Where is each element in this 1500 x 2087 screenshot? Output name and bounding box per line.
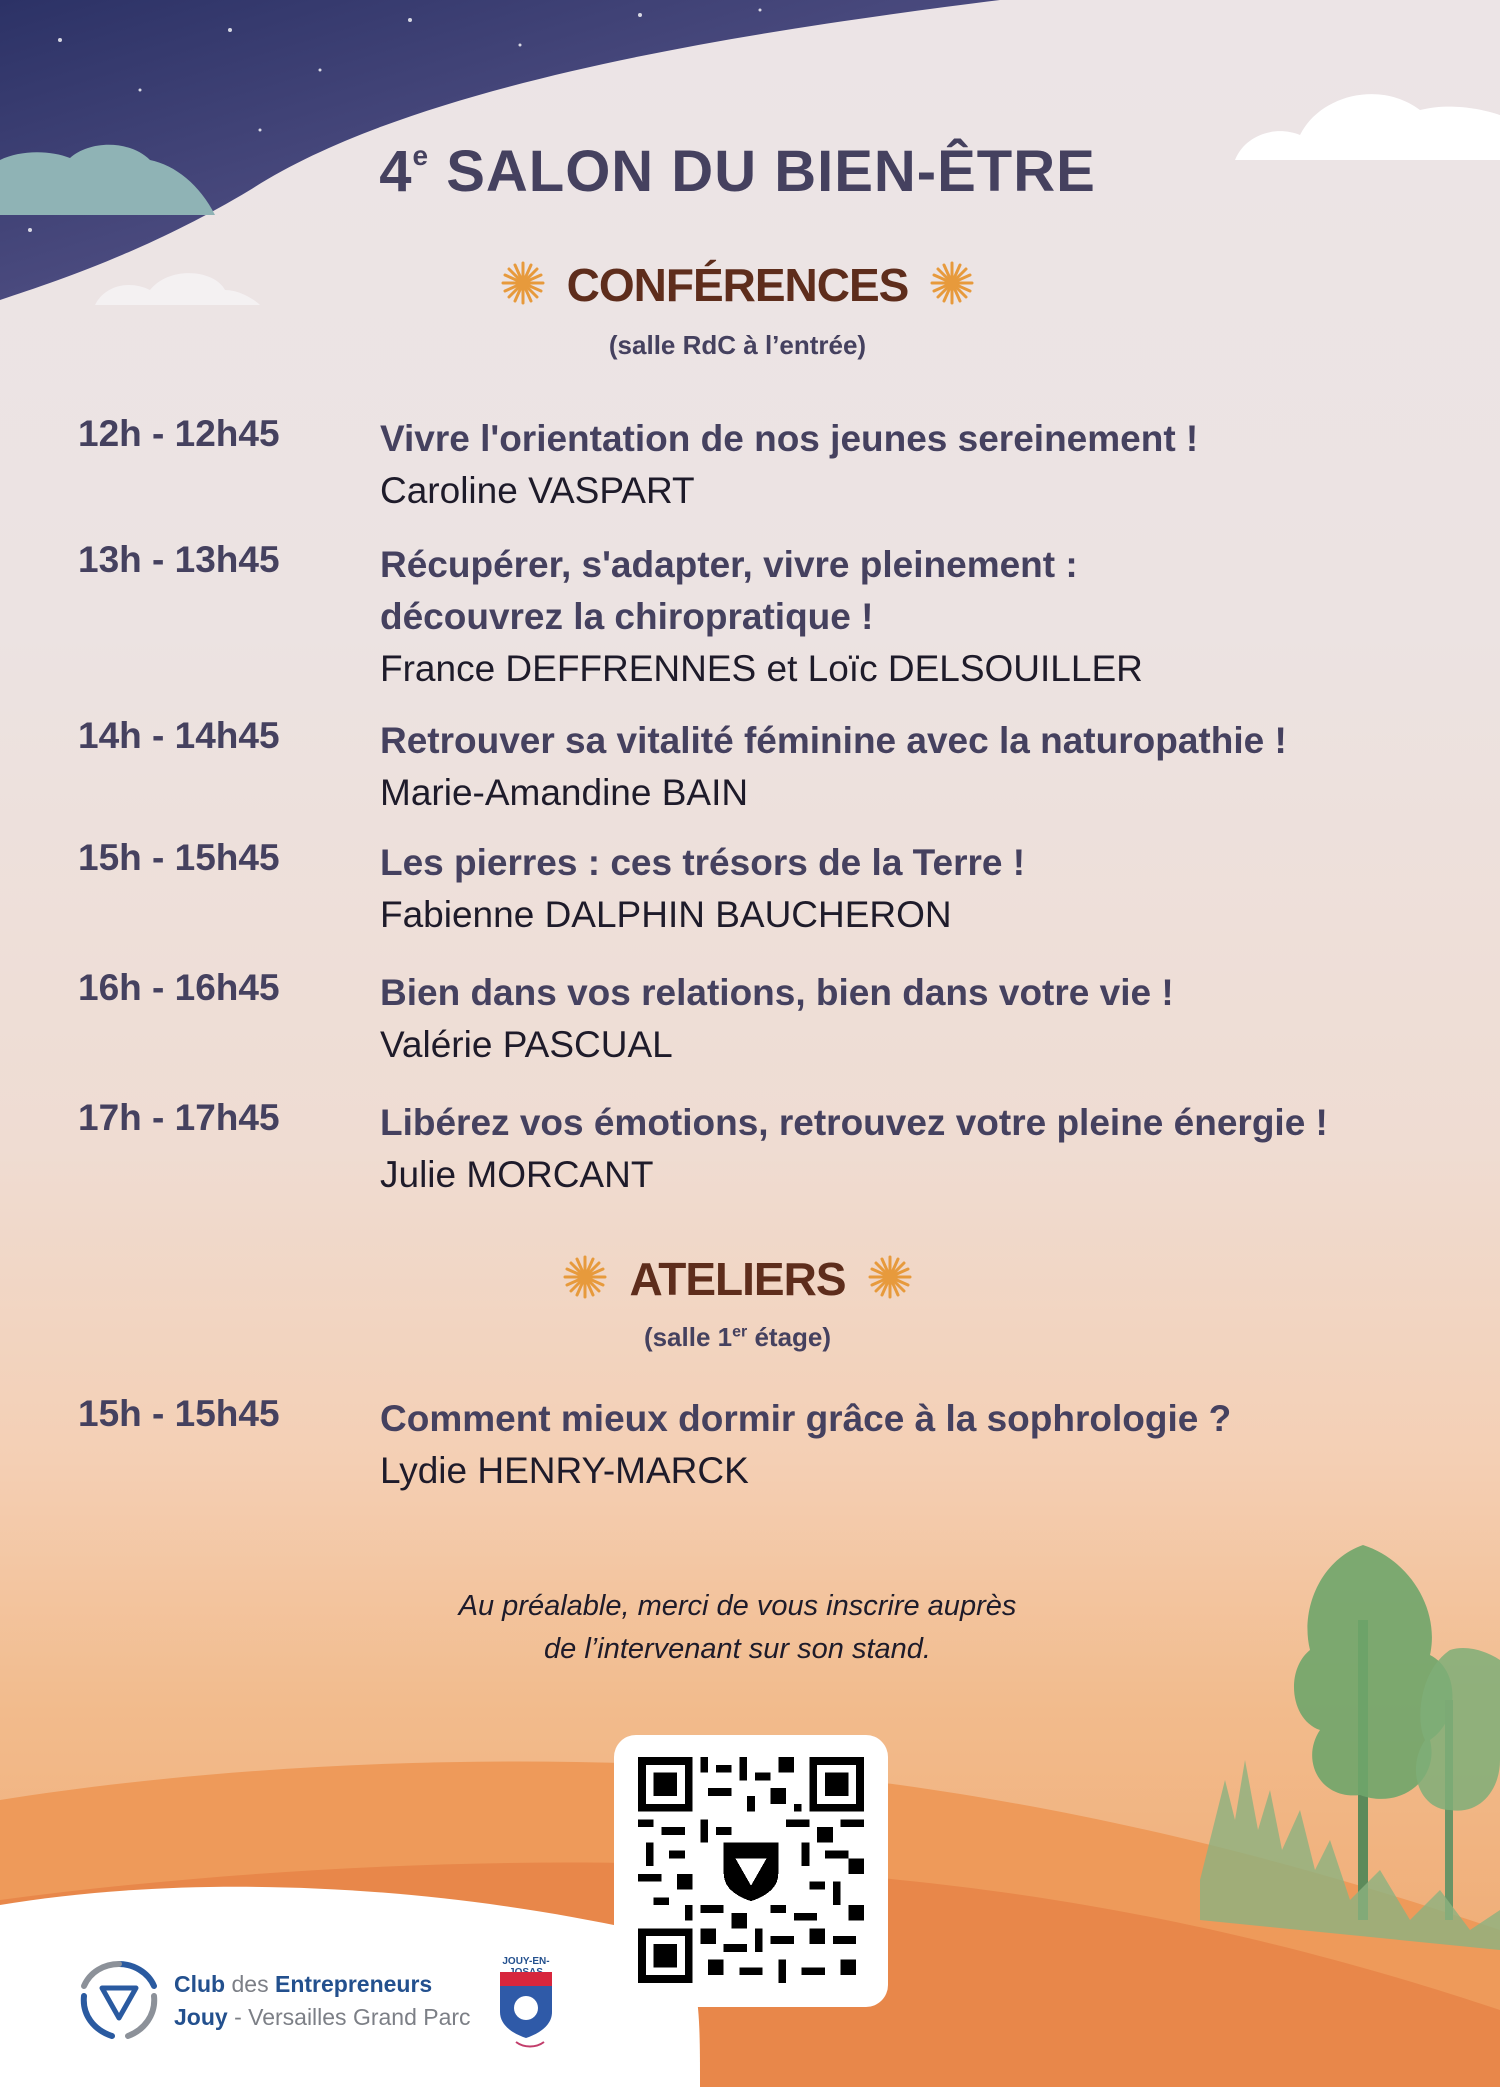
session-title-line-2: découvrez la chiropratique ! bbox=[380, 596, 874, 637]
star-icon bbox=[563, 1255, 607, 1310]
session-title: Les pierres : ces trésors de la Terre ! bbox=[380, 842, 1026, 883]
triangle-logo-icon bbox=[78, 1960, 160, 2040]
session-time: 15h - 15h45 bbox=[78, 837, 280, 878]
session-title: Récupérer, s'adapter, vivre pleinement : bbox=[380, 544, 1078, 585]
coat-of-arms-icon bbox=[486, 1968, 566, 2052]
session-title: Comment mieux dormir grâce à la sophrologie ? bbox=[380, 1398, 1232, 1439]
ateliers-heading: ATELIERS bbox=[0, 1252, 1475, 1310]
club-entrepreneurs-logo: Club des Entrepreneurs Jouy - Versailles Grand Parc bbox=[78, 1960, 478, 2040]
session-speaker: Valérie PASCUAL bbox=[380, 1024, 673, 1065]
registration-note: Au préalable, merci de vous inscrire auprès de l’intervenant sur son stand. bbox=[458, 1590, 1017, 1665]
conferences-location: (salle RdC à l’entrée) bbox=[608, 330, 867, 360]
session-speaker: France DEFFRENNES et Loïc DELSOUILLER bbox=[380, 648, 1143, 689]
session-time: 16h - 16h45 bbox=[78, 967, 280, 1008]
ateliers-location: (salle 1er étage) bbox=[643, 1322, 832, 1352]
session-speaker: Caroline VASPART bbox=[380, 470, 695, 511]
conferences-heading: CONFÉRENCES bbox=[0, 258, 1475, 316]
session-title: Retrouver sa vitalité féminine avec la naturopathie ! bbox=[380, 720, 1287, 761]
qr-code[interactable] bbox=[614, 1735, 888, 2007]
session-title: Libérez vos émotions, retrouvez votre pleine énergie ! bbox=[380, 1102, 1328, 1143]
session-title: Vivre l'orientation de nos jeunes sereinement ! bbox=[380, 418, 1199, 459]
session-time: 17h - 17h45 bbox=[78, 1097, 280, 1138]
session-time: 12h - 12h45 bbox=[78, 413, 280, 454]
session-speaker: Fabienne DALPHIN BAUCHERON bbox=[380, 894, 952, 935]
star-icon bbox=[868, 1255, 912, 1310]
star-icon bbox=[501, 261, 545, 316]
session-title: Bien dans vos relations, bien dans votre vie ! bbox=[380, 972, 1174, 1013]
jouy-en-josas-logo: JOUY-EN- bbox=[486, 1956, 566, 2052]
page-title: 4e SALON DU BIEN-ÊTRE bbox=[379, 139, 1096, 204]
session-time: 13h - 13h45 bbox=[78, 539, 280, 580]
star-icon bbox=[930, 261, 974, 316]
session-time: 14h - 14h45 bbox=[78, 715, 280, 756]
session-speaker: Marie-Amandine BAIN bbox=[380, 772, 749, 813]
session-time: 15h - 15h45 bbox=[78, 1393, 280, 1434]
session-speaker: Julie MORCANT bbox=[380, 1154, 654, 1195]
qr-code-icon bbox=[638, 1757, 864, 1983]
session-speaker: Lydie HENRY-MARCK bbox=[380, 1450, 749, 1491]
